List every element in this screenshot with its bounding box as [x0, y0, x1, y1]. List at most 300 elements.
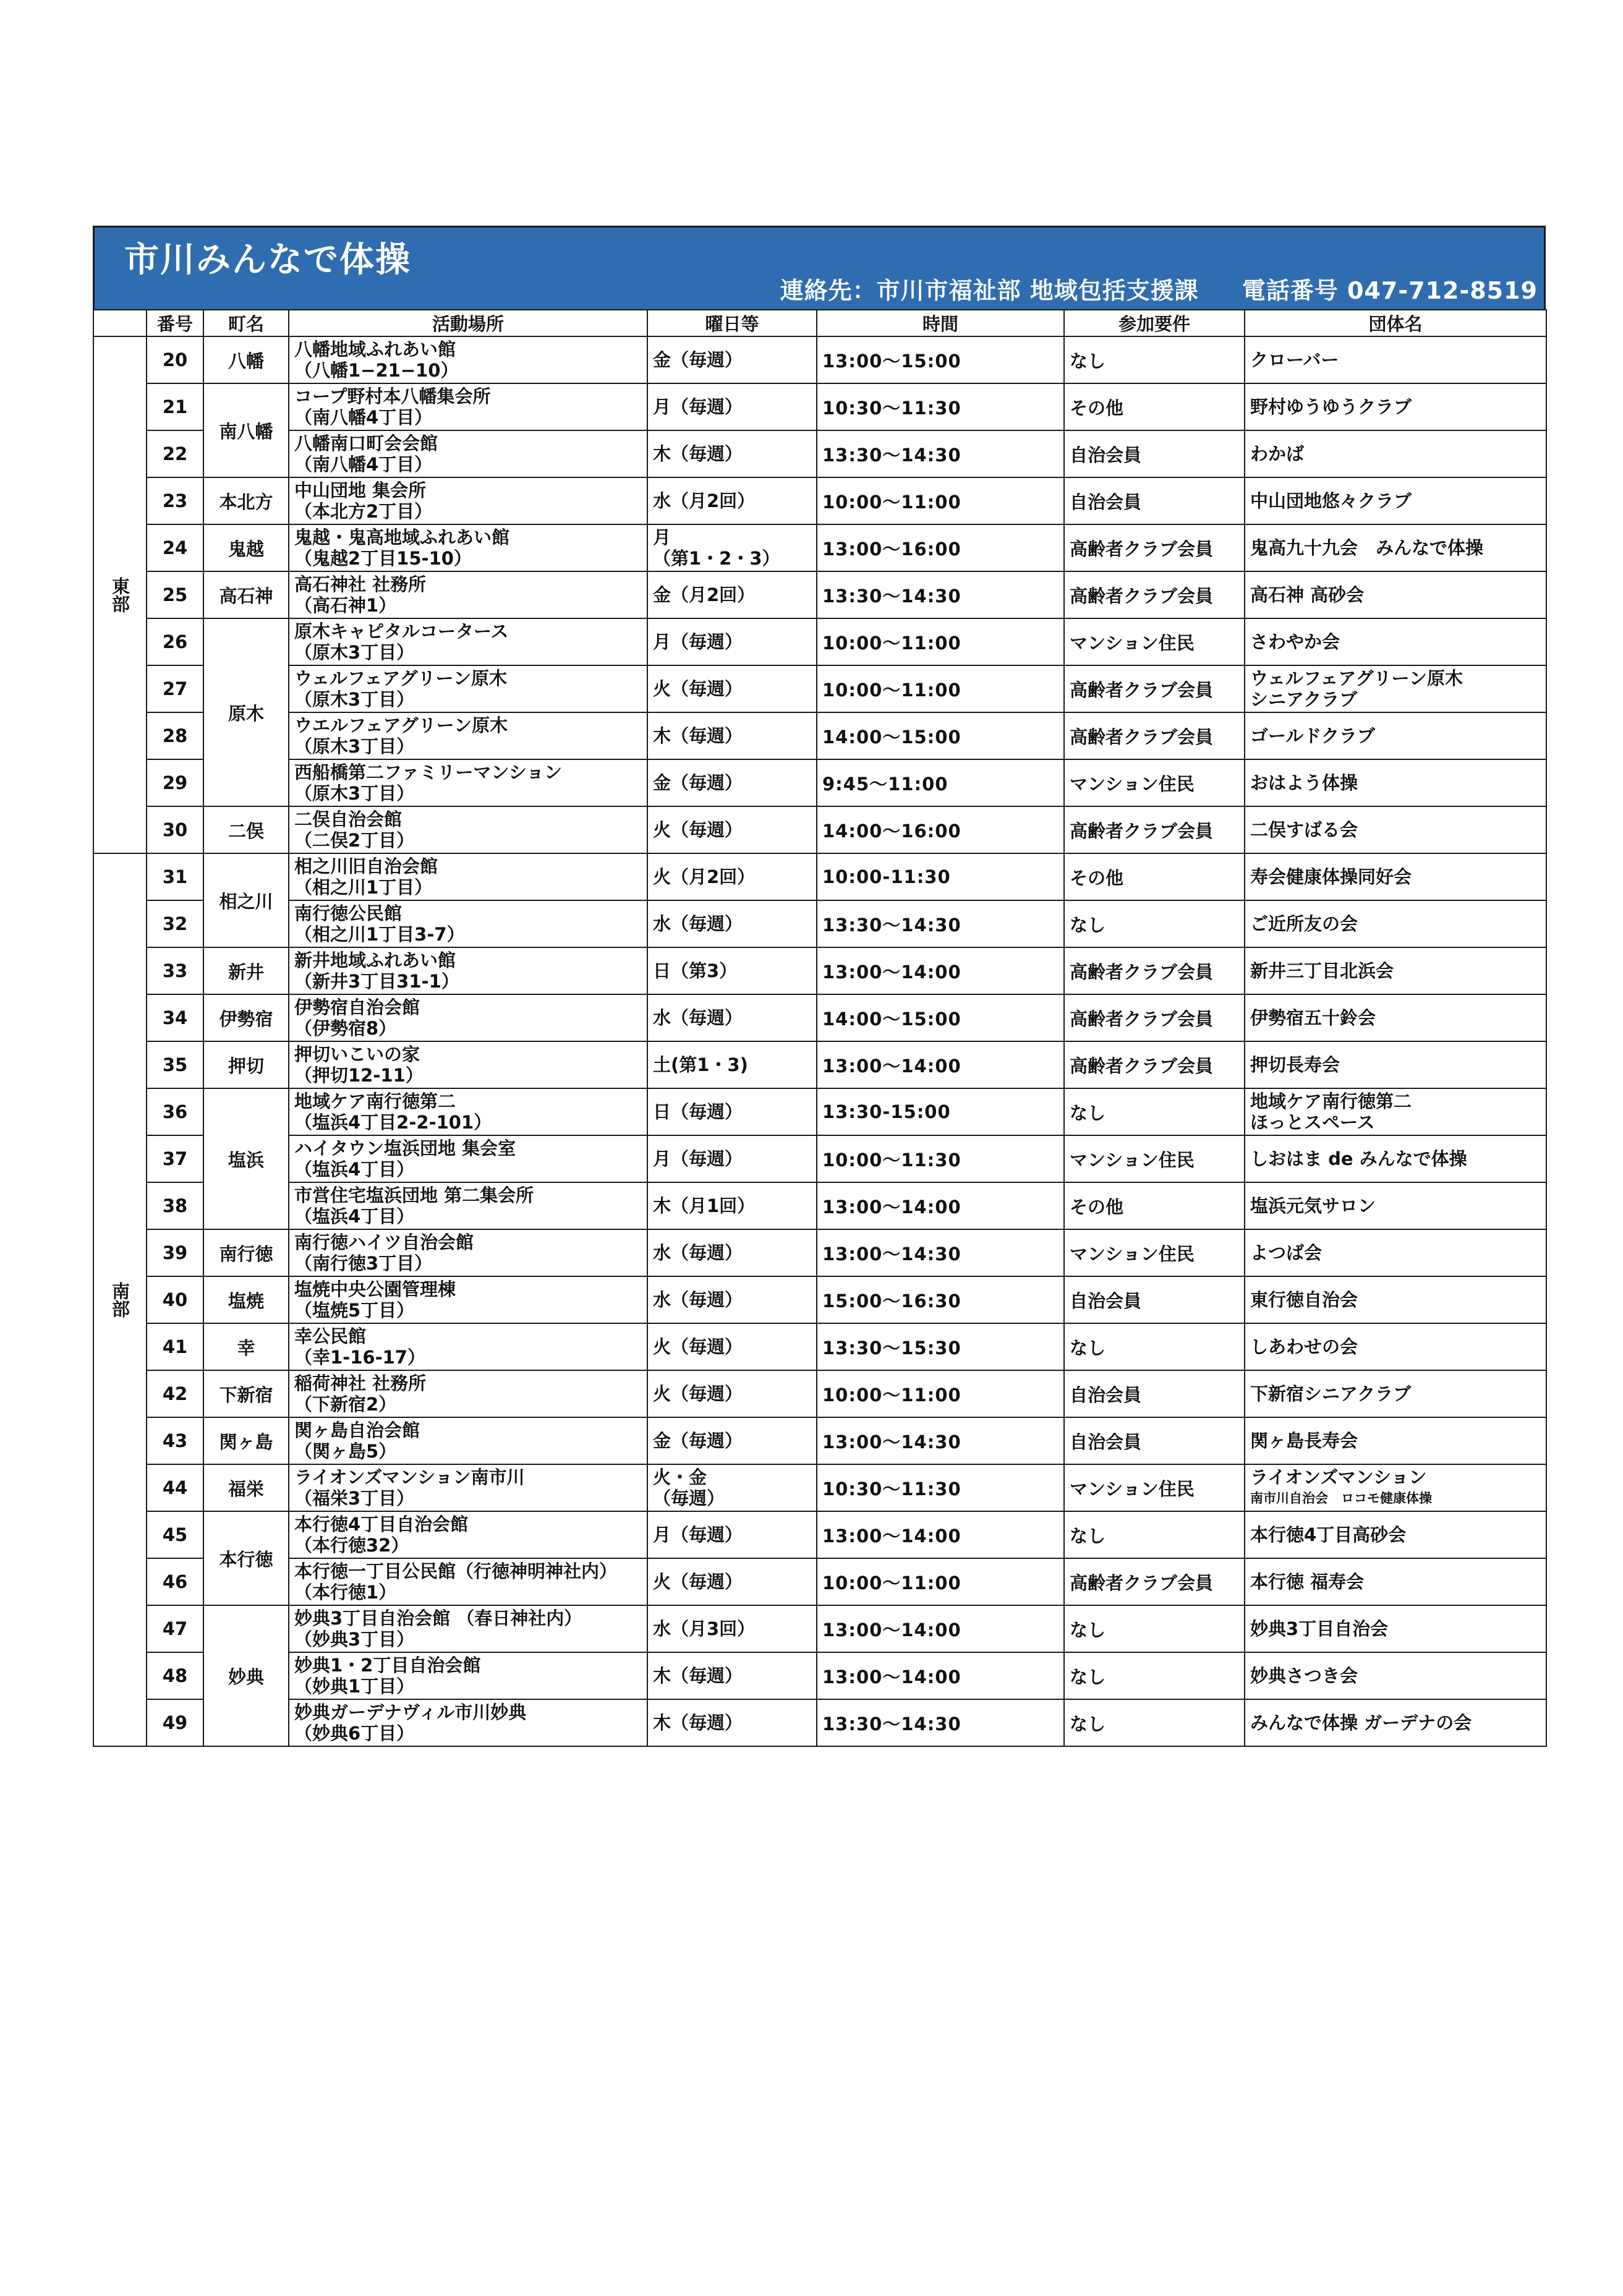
contact-line: [780, 271, 1538, 305]
place-address: （原木3丁目）: [294, 736, 415, 757]
place-name: 妙典3丁目自治会館 （春日神社内）: [294, 1608, 582, 1629]
table-row: [93, 336, 1546, 383]
requirement: なし: [1064, 336, 1245, 383]
group-name-line: 中山団地悠々クラブ: [1250, 490, 1412, 511]
schedule-table: [93, 309, 1547, 1747]
place-address: （福栄3丁目）: [294, 1488, 415, 1509]
table-row: [93, 1511, 1546, 1558]
day-line: 水（毎週）: [653, 1007, 743, 1028]
day-line: 火（毎週）: [653, 1571, 743, 1592]
group-name: [1245, 1182, 1546, 1229]
activity-place: [289, 1276, 647, 1323]
group-name-line: 伊勢宿五十鈴会: [1250, 1007, 1376, 1028]
group-name: [1245, 1135, 1546, 1182]
requirement: なし: [1064, 1511, 1245, 1558]
day-line: 火・金: [653, 1467, 707, 1488]
day-line: 日（毎週）: [653, 1101, 743, 1122]
row-number: 37: [147, 1135, 203, 1182]
group-name: [1245, 947, 1546, 994]
group-name: [1245, 571, 1546, 618]
town-name: 新井: [203, 947, 289, 994]
table-row: [93, 1652, 1546, 1699]
table-row: [93, 1417, 1546, 1464]
title-banner: [93, 226, 1546, 309]
place-address: （本北方2丁目）: [294, 501, 433, 522]
activity-place: [289, 1605, 647, 1652]
day-line: 月（毎週）: [653, 396, 743, 417]
day-line: 木（毎週）: [653, 443, 743, 464]
header-time: 時間: [817, 310, 1064, 336]
day-line: 水（毎週）: [653, 1242, 743, 1263]
town-name: 南行徳: [203, 1229, 289, 1276]
row-number: 34: [147, 994, 203, 1041]
place-address: （南行徳3丁目）: [294, 1253, 433, 1274]
time-range: 10:00～11:00: [817, 477, 1064, 524]
day-schedule: [647, 1558, 817, 1605]
place-address: （塩焼5丁目）: [294, 1300, 415, 1321]
time-range: 13:30～14:30: [817, 900, 1064, 947]
group-name: [1245, 1558, 1546, 1605]
activity-place: [289, 759, 647, 806]
time-range: 13:00～14:00: [817, 1182, 1064, 1229]
row-number: 29: [147, 759, 203, 806]
day-schedule: [647, 1699, 817, 1746]
place-address: （伊勢宿8）: [294, 1018, 397, 1039]
group-name: [1245, 759, 1546, 806]
time-range: 14:00～16:00: [817, 806, 1064, 853]
time-range: 10:00～11:00: [817, 665, 1064, 712]
day-line: 金（毎週）: [653, 349, 743, 370]
table-row: [93, 1088, 1546, 1135]
group-name: [1245, 1276, 1546, 1323]
group-name: [1245, 383, 1546, 430]
day-schedule: [647, 994, 817, 1041]
row-number: 27: [147, 665, 203, 712]
place-name: 地域ケア南行徳第二: [294, 1091, 456, 1112]
requirement: なし: [1064, 1652, 1245, 1699]
town-name: 二俣: [203, 806, 289, 853]
row-number: 20: [147, 336, 203, 383]
day-schedule: [647, 947, 817, 994]
row-number: 48: [147, 1652, 203, 1699]
time-range: 10:00～11:30: [817, 1135, 1064, 1182]
day-schedule: [647, 1041, 817, 1088]
group-name: [1245, 1229, 1546, 1276]
day-line: 日（第3）: [653, 960, 738, 981]
schedule-sheet: [93, 226, 1546, 1747]
town-name: 八幡: [203, 336, 289, 383]
day-schedule: [647, 1605, 817, 1652]
activity-place: [289, 1511, 647, 1558]
activity-place: [289, 1041, 647, 1088]
town-name: 幸: [203, 1323, 289, 1370]
group-name-line: 地域ケア南行徳第二: [1250, 1091, 1412, 1112]
place-name: 稲荷神社 社務所: [294, 1373, 427, 1394]
town-name: 塩焼: [203, 1276, 289, 1323]
row-number: 39: [147, 1229, 203, 1276]
place-name: 西船橋第二ファミリーマンション: [294, 762, 563, 783]
time-range: 13:00～14:00: [817, 947, 1064, 994]
time-range: 14:00～15:00: [817, 712, 1064, 759]
table-row: [93, 1276, 1546, 1323]
day-schedule: [647, 1276, 817, 1323]
schedule-body: [93, 336, 1546, 1746]
day-line: 土(第1・3): [653, 1054, 748, 1075]
day-line: 月: [653, 527, 671, 548]
table-row: [93, 665, 1546, 712]
group-name-line: 高石神 高砂会: [1250, 584, 1365, 605]
requirement: マンション住民: [1064, 759, 1245, 806]
place-name: ウエルフェアグリーン原木: [294, 715, 508, 736]
group-name-line: 押切長寿会: [1250, 1054, 1340, 1075]
place-address: （高石神1）: [294, 595, 397, 616]
place-name: 本行徳4丁目自治会館: [294, 1514, 469, 1535]
place-name: 押切いこいの家: [294, 1044, 420, 1065]
group-name-line: さわやか会: [1250, 631, 1340, 652]
row-number: 47: [147, 1605, 203, 1652]
town-name: 塩浜: [203, 1088, 289, 1229]
group-name-line: 下新宿シニアクラブ: [1250, 1383, 1412, 1404]
table-row: [93, 1370, 1546, 1417]
activity-place: [289, 1135, 647, 1182]
time-range: 10:00～11:00: [817, 618, 1064, 665]
table-row: [93, 712, 1546, 759]
time-range: 13:00～15:00: [817, 336, 1064, 383]
town-name: 本行徳: [203, 1511, 289, 1605]
time-range: 13:30～14:30: [817, 1699, 1064, 1746]
town-name: 関ヶ島: [203, 1417, 289, 1464]
town-name: 鬼越: [203, 524, 289, 571]
place-name: ライオンズマンション南市川: [294, 1467, 525, 1488]
row-number: 45: [147, 1511, 203, 1558]
table-row: [93, 1323, 1546, 1370]
time-range: 10:00～11:00: [817, 1370, 1064, 1417]
group-name-line: 二俣すばる会: [1250, 819, 1358, 840]
group-name: [1245, 1652, 1546, 1699]
day-schedule: [647, 524, 817, 571]
header-region: [93, 310, 147, 336]
row-number: 24: [147, 524, 203, 571]
place-name: 中山団地 集会所: [294, 480, 427, 501]
time-range: 10:30～11:30: [817, 383, 1064, 430]
day-schedule: [647, 1370, 817, 1417]
day-line: 木（毎週）: [653, 1712, 743, 1733]
time-range: 13:30～15:30: [817, 1323, 1064, 1370]
day-line: 金（月2回）: [653, 584, 756, 605]
requirement: 高齢者クラブ会員: [1064, 1041, 1245, 1088]
day-schedule: [647, 571, 817, 618]
group-subtitle: 南市川自治会 ロコモ健康体操: [1250, 1491, 1432, 1506]
place-address: （原木3丁目）: [294, 642, 415, 663]
day-schedule: [647, 853, 817, 900]
day-schedule: [647, 1323, 817, 1370]
table-row: [93, 1229, 1546, 1276]
place-address: （本行徳32）: [294, 1535, 409, 1556]
requirement: マンション住民: [1064, 1229, 1245, 1276]
group-name: [1245, 336, 1546, 383]
activity-place: [289, 1417, 647, 1464]
region-cell: 東部: [93, 336, 147, 853]
group-name-line: 新井三丁目北浜会: [1250, 960, 1394, 981]
activity-place: [289, 477, 647, 524]
contact-phone: 電話番号 047-712-8519: [1242, 277, 1538, 304]
requirement: その他: [1064, 1182, 1245, 1229]
town-name: 下新宿: [203, 1370, 289, 1417]
day-schedule: [647, 1182, 817, 1229]
day-schedule: [647, 1464, 817, 1511]
group-name: [1245, 806, 1546, 853]
town-name: 福栄: [203, 1464, 289, 1511]
day-schedule: [647, 618, 817, 665]
place-name: 関ヶ島自治会館: [294, 1420, 420, 1441]
town-name: 南八幡: [203, 383, 289, 477]
row-number: 26: [147, 618, 203, 665]
group-name: [1245, 1699, 1546, 1746]
row-number: 36: [147, 1088, 203, 1135]
requirement: 高齢者クラブ会員: [1064, 712, 1245, 759]
place-address: （南八幡4丁目）: [294, 454, 433, 475]
table-row: [93, 806, 1546, 853]
time-range: 10:00-11:30: [817, 853, 1064, 900]
place-address: （塩浜4丁目2-2-101）: [294, 1112, 492, 1133]
day-line: 木（毎週）: [653, 725, 743, 746]
day-line: 火（毎週）: [653, 678, 743, 699]
requirement: マンション住民: [1064, 618, 1245, 665]
table-row: [93, 1558, 1546, 1605]
town-name: 本北方: [203, 477, 289, 524]
place-name: 相之川旧自治会館: [294, 856, 438, 877]
requirement: 自治会員: [1064, 477, 1245, 524]
requirement: 自治会員: [1064, 1276, 1245, 1323]
place-address: （相之川1丁目）: [294, 877, 433, 898]
row-number: 38: [147, 1182, 203, 1229]
town-name: 相之川: [203, 853, 289, 947]
day-schedule: [647, 1652, 817, 1699]
activity-place: [289, 1699, 647, 1746]
requirement: マンション住民: [1064, 1464, 1245, 1511]
row-number: 22: [147, 430, 203, 477]
table-row: [93, 994, 1546, 1041]
day-schedule: [647, 1088, 817, 1135]
group-name: [1245, 1417, 1546, 1464]
requirement: なし: [1064, 1323, 1245, 1370]
table-row: [93, 571, 1546, 618]
table-row: [93, 383, 1546, 430]
place-address: （新井3丁目31-1）: [294, 971, 459, 992]
requirement: マンション住民: [1064, 1135, 1245, 1182]
group-name: [1245, 1464, 1546, 1511]
row-number: 33: [147, 947, 203, 994]
table-row: [93, 853, 1546, 900]
time-range: 13:30-15:00: [817, 1088, 1064, 1135]
header-num: 番号: [147, 310, 203, 336]
activity-place: [289, 712, 647, 759]
day-schedule: [647, 712, 817, 759]
town-name: 高石神: [203, 571, 289, 618]
time-range: 13:00～14:00: [817, 1652, 1064, 1699]
activity-place: [289, 1652, 647, 1699]
time-range: 13:30～14:30: [817, 571, 1064, 618]
activity-place: [289, 994, 647, 1041]
place-name: 妙典1・2丁目自治会館: [294, 1655, 481, 1676]
time-range: 10:00～11:00: [817, 1558, 1064, 1605]
activity-place: [289, 1464, 647, 1511]
place-name: ハイタウン塩浜団地 集会室: [294, 1138, 516, 1159]
group-name-line: 本行徳4丁目高砂会: [1250, 1524, 1407, 1545]
activity-place: [289, 806, 647, 853]
group-name: [1245, 665, 1546, 712]
activity-place: [289, 1370, 647, 1417]
day-line: 月（毎週）: [653, 1148, 743, 1169]
group-name: [1245, 994, 1546, 1041]
row-number: 30: [147, 806, 203, 853]
day-schedule: [647, 1417, 817, 1464]
table-row: [93, 900, 1546, 947]
day-line: 金（毎週）: [653, 772, 743, 793]
header-group: 団体名: [1245, 310, 1546, 336]
group-name-line: 関ヶ島長寿会: [1250, 1430, 1358, 1451]
requirement: 高齢者クラブ会員: [1064, 994, 1245, 1041]
requirement: なし: [1064, 1699, 1245, 1746]
row-number: 44: [147, 1464, 203, 1511]
table-row: [93, 430, 1546, 477]
place-address: （下新宿2）: [294, 1394, 397, 1415]
table-row: [93, 1182, 1546, 1229]
group-name-line: 野村ゆうゆうクラブ: [1250, 396, 1412, 417]
day-schedule: [647, 665, 817, 712]
table-row: [93, 524, 1546, 571]
table-row: [93, 1135, 1546, 1182]
group-name: [1245, 1605, 1546, 1652]
table-row: [93, 477, 1546, 524]
day-line: 水（毎週）: [653, 913, 743, 934]
group-name-line: ゴールドクラブ: [1250, 725, 1375, 746]
place-address: （妙典6丁目）: [294, 1723, 415, 1744]
row-number: 32: [147, 900, 203, 947]
time-range: 15:00～16:30: [817, 1276, 1064, 1323]
day-line: 火（毎週）: [653, 819, 743, 840]
group-name: [1245, 900, 1546, 947]
place-address: （本行徳1）: [294, 1582, 397, 1603]
requirement: 高齢者クラブ会員: [1064, 947, 1245, 994]
day-schedule: [647, 430, 817, 477]
requirement: 高齢者クラブ会員: [1064, 806, 1245, 853]
requirement: その他: [1064, 383, 1245, 430]
time-range: 9:45～11:00: [817, 759, 1064, 806]
place-name: 南行徳公民館: [294, 903, 403, 924]
activity-place: [289, 665, 647, 712]
requirement: 自治会員: [1064, 1417, 1245, 1464]
header-row: [93, 310, 1546, 336]
group-name-line: 妙典さつき会: [1250, 1665, 1358, 1686]
day-line: 水（毎週）: [653, 1289, 743, 1310]
group-name: [1245, 1323, 1546, 1370]
group-name-line: 寿会健康体操同好会: [1250, 866, 1412, 887]
day-line: 水（月2回）: [653, 490, 756, 511]
group-name: [1245, 853, 1546, 900]
activity-place: [289, 571, 647, 618]
activity-place: [289, 336, 647, 383]
day-schedule: [647, 1511, 817, 1558]
group-name-line: ご近所友の会: [1250, 913, 1358, 934]
place-address: （八幡1−21−10）: [294, 360, 459, 381]
table-row: [93, 1041, 1546, 1088]
row-number: 35: [147, 1041, 203, 1088]
place-address: （原木3丁目）: [294, 783, 415, 804]
page-title: 市川みんなで体操: [124, 240, 411, 280]
group-name: [1245, 1041, 1546, 1088]
activity-place: [289, 1558, 647, 1605]
day-line: 水（月3回）: [653, 1618, 756, 1639]
activity-place: [289, 430, 647, 477]
place-address: （塩浜4丁目）: [294, 1206, 415, 1227]
day-schedule: [647, 900, 817, 947]
place-name: 市営住宅塩浜団地 第二集会所: [294, 1185, 534, 1206]
place-address: （関ヶ島5）: [294, 1441, 397, 1462]
group-name-line: しおはま de みんなで体操: [1250, 1148, 1467, 1169]
group-name: [1245, 1511, 1546, 1558]
time-range: 10:30～11:30: [817, 1464, 1064, 1511]
day-line: 月（毎週）: [653, 1524, 743, 1545]
group-name-line-2: ほっとスペース: [1250, 1112, 1375, 1133]
day-line: 火（毎週）: [653, 1383, 743, 1404]
place-name: 八幡南口町会会館: [294, 433, 438, 454]
group-name-line: おはよう体操: [1250, 772, 1358, 793]
activity-place: [289, 853, 647, 900]
town-name: 押切: [203, 1041, 289, 1088]
place-name: 高石神社 社務所: [294, 574, 427, 595]
row-number: 40: [147, 1276, 203, 1323]
requirement: その他: [1064, 853, 1245, 900]
activity-place: [289, 618, 647, 665]
town-name: 妙典: [203, 1605, 289, 1746]
group-name: [1245, 430, 1546, 477]
place-name: 八幡地域ふれあい館: [294, 339, 456, 360]
group-name-line: ウェルフェアグリーン原木: [1250, 668, 1463, 689]
activity-place: [289, 1182, 647, 1229]
place-name: 伊勢宿自治会館: [294, 997, 420, 1018]
day-schedule: [647, 806, 817, 853]
requirement: なし: [1064, 900, 1245, 947]
group-name-line: 妙典3丁目自治会: [1250, 1618, 1389, 1639]
group-name-line-2: シニアクラブ: [1250, 689, 1358, 710]
group-name-line: 東行徳自治会: [1250, 1289, 1358, 1310]
group-name-line: みんなで体操 ガーデナの会: [1250, 1712, 1472, 1733]
place-name: 塩焼中央公園管理棟: [294, 1279, 456, 1300]
group-name: [1245, 477, 1546, 524]
requirement: 高齢者クラブ会員: [1064, 665, 1245, 712]
day-line: 月（毎週）: [653, 631, 743, 652]
group-name: [1245, 524, 1546, 571]
day-schedule: [647, 383, 817, 430]
row-number: 41: [147, 1323, 203, 1370]
place-name: コープ野村本八幡集会所: [294, 386, 491, 407]
row-number: 21: [147, 383, 203, 430]
place-name: 原木キャピタルコータース: [294, 621, 509, 642]
requirement: なし: [1064, 1088, 1245, 1135]
day-line: 火（月2回）: [653, 866, 756, 887]
time-range: 13:00～16:00: [817, 524, 1064, 571]
row-number: 42: [147, 1370, 203, 1417]
row-number: 31: [147, 853, 203, 900]
place-address: （妙典3丁目）: [294, 1629, 415, 1650]
table-row: [93, 947, 1546, 994]
day-schedule: [647, 759, 817, 806]
header-place: 活動場所: [289, 310, 647, 336]
time-range: 13:30～14:30: [817, 430, 1064, 477]
group-name-line: わかば: [1250, 443, 1305, 464]
day-line-2: （毎週）: [653, 1488, 725, 1509]
